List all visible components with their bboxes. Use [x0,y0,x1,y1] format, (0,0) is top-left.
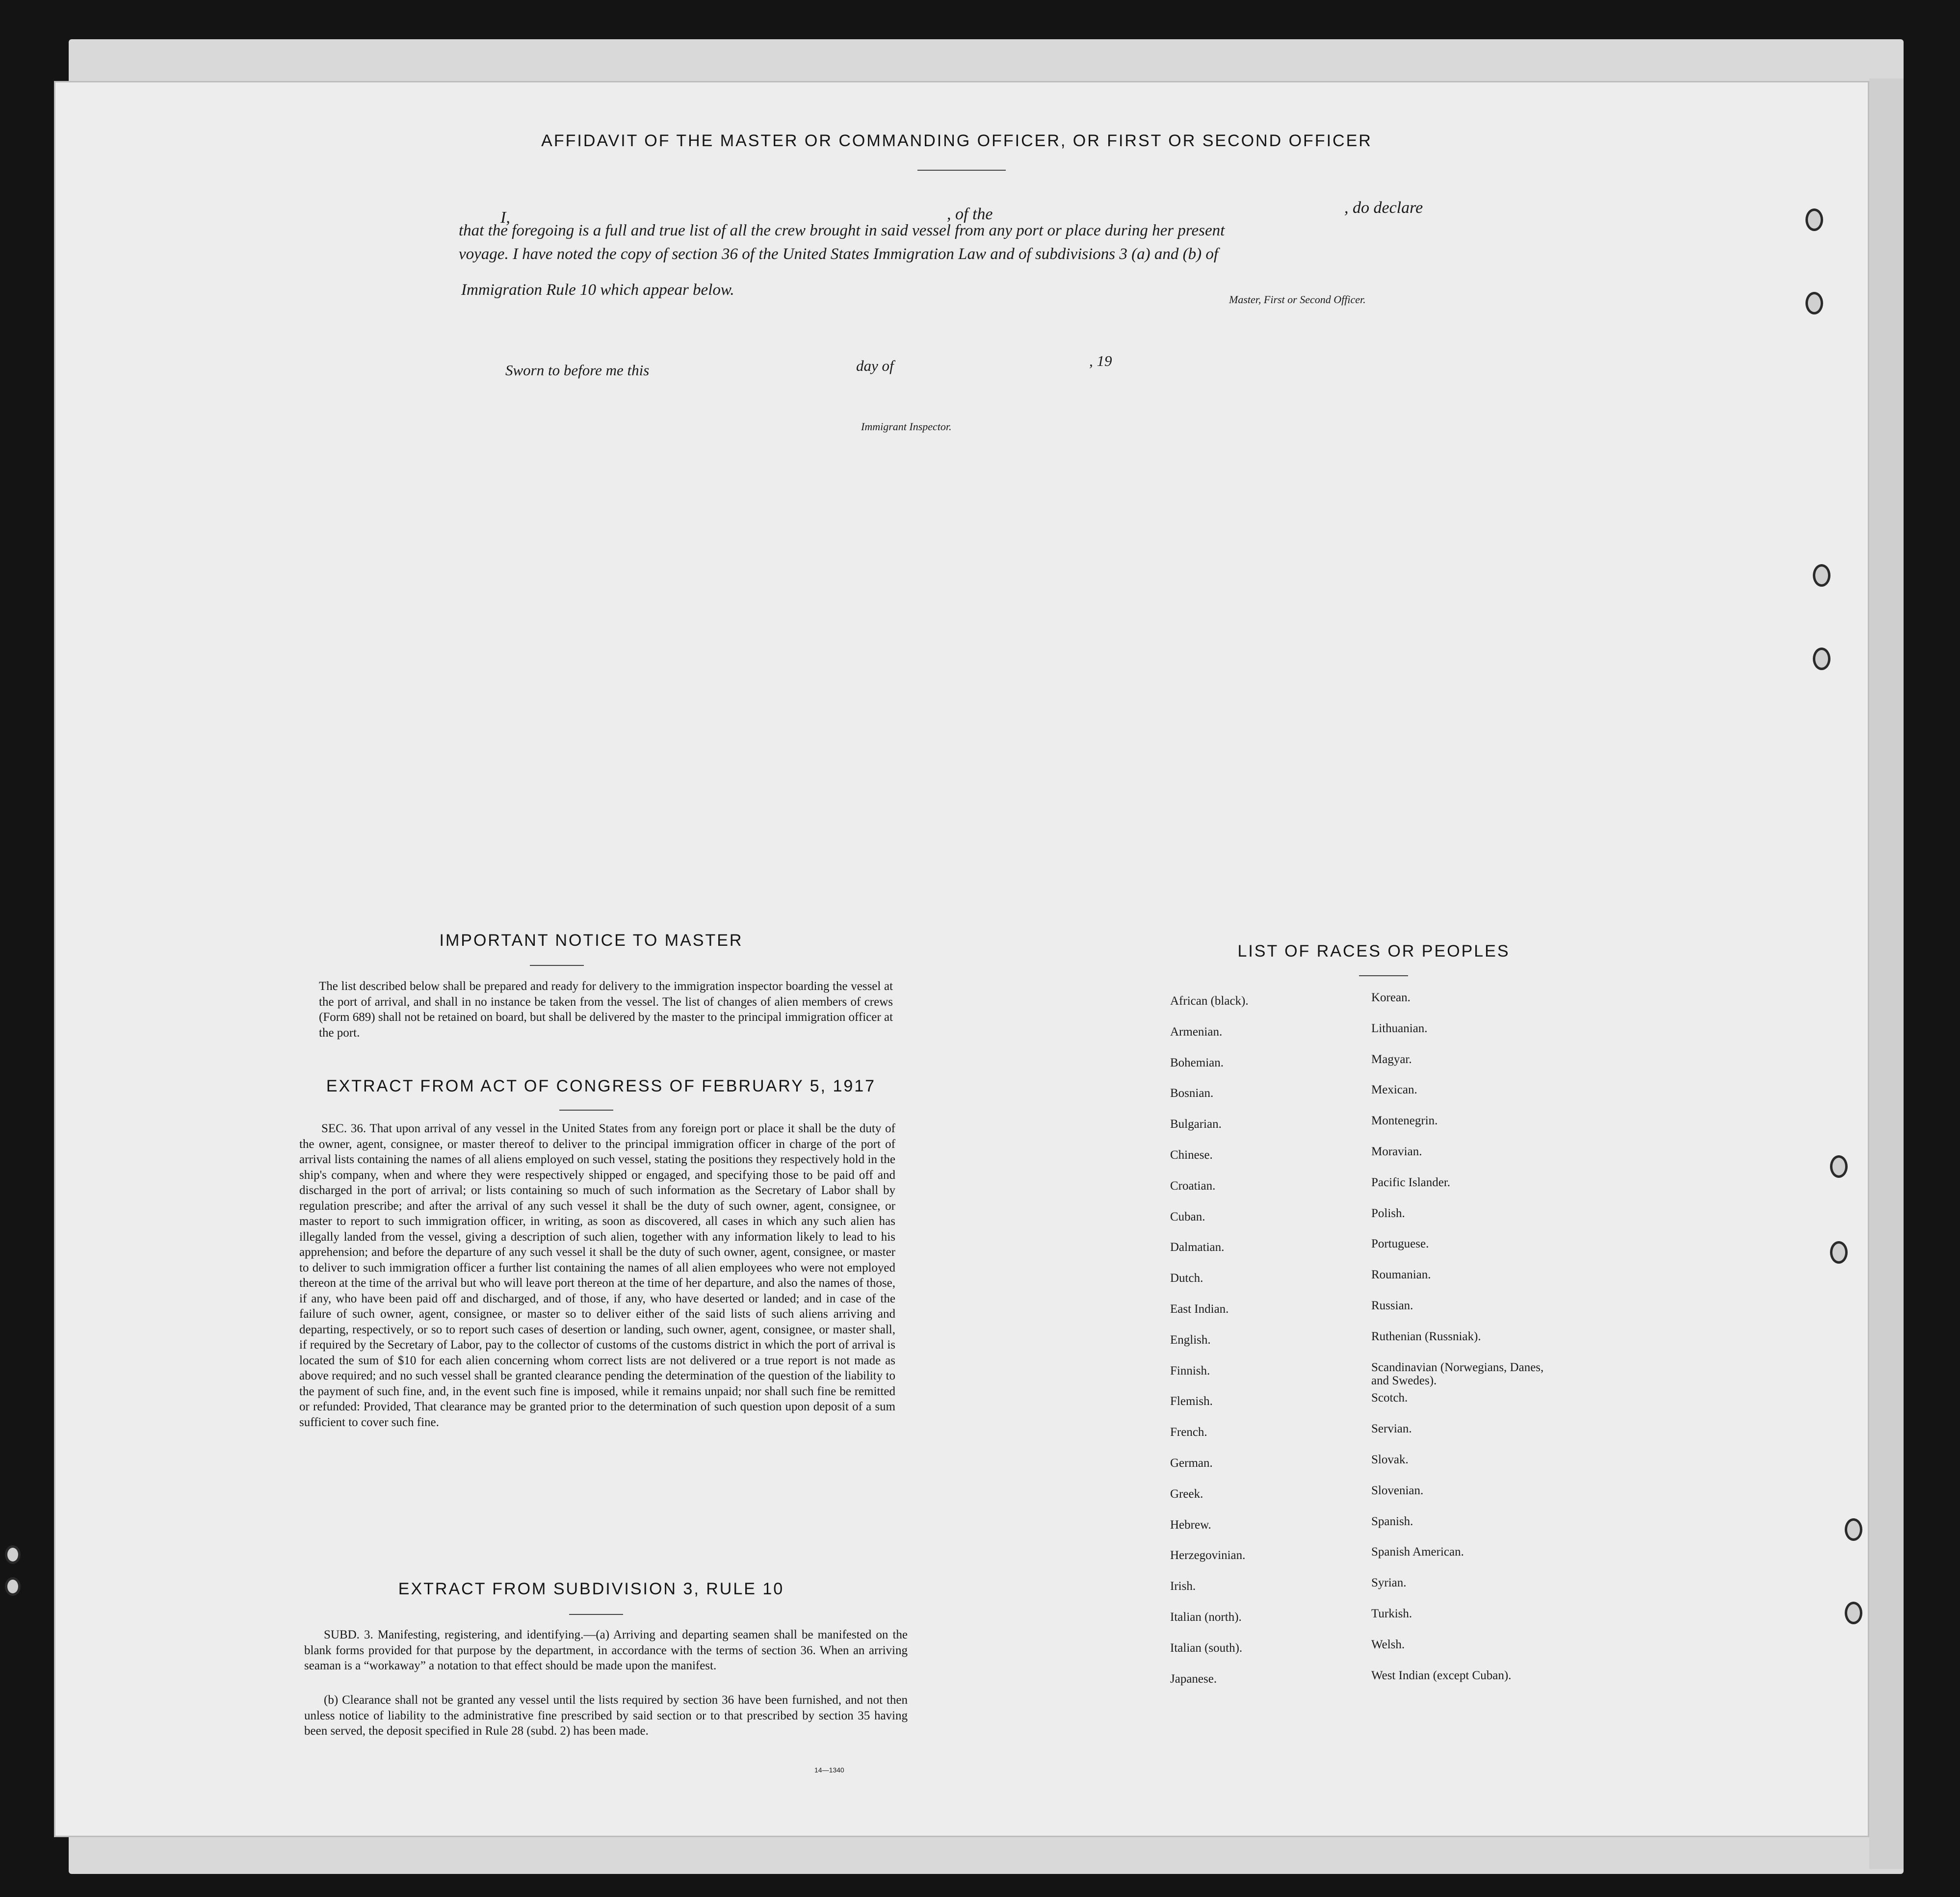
race-item: Montenegrin. [1371,1114,1438,1128]
race-item: Irish. [1170,1580,1196,1593]
race-item: Polish. [1371,1206,1405,1220]
race-item: Russian. [1371,1299,1413,1312]
punch-hole-8 [1845,1602,1862,1624]
affidavit-title-rule [917,170,1006,171]
race-item: Chinese. [1170,1148,1213,1162]
notice-title: IMPORTANT NOTICE TO MASTER [439,931,743,950]
race-item: Greek. [1170,1487,1203,1501]
race-item: Pacific Islander. [1371,1175,1451,1189]
inspector-label: Immigrant Inspector. [861,420,952,433]
race-item: Lithuanian. [1371,1021,1428,1035]
notice-text: The list described below shall be prepared and ready for delivery to the immigration inspector boarding the vessel at the port of arrival, and shall in no instance be taken from the vessel. The list of changes of alien members of crews (Form 689) shall not be retained on board, but shall be delivered by the master to the principal immigration officer at the port. [319,980,893,1039]
race-item: Slovenian. [1371,1483,1424,1497]
affidavit-i-label: I, [500,208,510,227]
affidavit-title: AFFIDAVIT OF THE MASTER OR COMMANDING OFFICER, OR FIRST OR SECOND OFFICER [541,131,1372,150]
affidavit-body-line1: that the foregoing is a full and true list of all the crew brought in said vessel from any port or place during her present [459,222,1225,239]
races-left-column [1170,994,1249,1703]
race-item: Cuban. [1170,1210,1205,1223]
act-extract-title-rule [559,1110,613,1111]
race-item: African (black). [1170,994,1249,1008]
race-item: Japanese. [1170,1672,1217,1686]
race-item: Magyar. [1371,1052,1412,1066]
punch-hole-4 [1813,648,1830,670]
race-item: Finnish. [1170,1364,1210,1377]
document-page [54,81,1869,1837]
punch-hole-5 [1830,1155,1848,1178]
affidavit-of-the-label: , of the [947,205,993,223]
race-item: French. [1170,1426,1207,1439]
affidavit-body-line3: Immigration Rule 10 which appear below. [461,281,734,299]
race-item: German. [1170,1456,1213,1470]
race-item: Croatian. [1170,1179,1216,1193]
races-title-rule [1359,975,1408,976]
year-label: , 19 [1089,352,1112,369]
race-item: West Indian (except Cuban). [1371,1668,1512,1682]
binder-hole-1 [5,1545,21,1564]
race-item: Dalmatian. [1170,1241,1225,1254]
race-item: Dutch. [1170,1272,1203,1285]
punch-hole-1 [1805,208,1823,231]
race-item: Bulgarian. [1170,1117,1222,1131]
race-item: English. [1170,1333,1211,1347]
binder-hole-2 [5,1577,21,1596]
race-item: Hebrew. [1170,1518,1211,1532]
race-item: Welsh. [1371,1637,1405,1651]
races-right-column [1371,991,1558,1699]
race-item: Armenian. [1170,1025,1223,1039]
form-number: 14—1340 [814,1766,844,1774]
master-signature-label: Master, First or Second Officer. [1229,293,1366,306]
race-item: Bosnian. [1170,1087,1214,1100]
race-item: Servian. [1371,1422,1412,1436]
race-item: Roumanian. [1371,1268,1431,1282]
race-item: Moravian. [1371,1144,1422,1158]
punch-hole-7 [1845,1518,1862,1541]
race-item: Scotch. [1371,1391,1408,1405]
affidavit-body-line2: voyage. I have noted the copy of section 36 of the United States Immigration Law and of subdivisions 3 (a) and (b) of [459,245,1219,263]
race-item: Ruthenian (Russniak). [1371,1329,1481,1343]
sworn-label: Sworn to before me this [505,362,650,379]
act-extract-text: SEC. 36. That upon arrival of any vessel in the United States from any foreign port or place it shall be the duty of the owner, agent, consignee, or master thereof to deliver to the principal immigration officer in charge of the port of arrival lists containing the names of all aliens employed on such vessel, stating the positions they respectively hold in the ship's company, when and where they were respectively shipped or engaged, and specifying those to be paid off and discharged in the port of arrival; or lists containing so much of such information as the Secretary of Labor shall by regulation prescribe; and after the arrival of any such vessel it shall be the duty of such owner, agent, consignee, or master to report to such immigration officer, in writing, as soon as discovered, all cases in which any such alien has illegally landed from the vessel, giving a description of such alien, together with any information likely to lead to his apprehension; and before the departure of any such vessel it shall be the duty of such owner, agent, consignee, or master to deliver to such immigration officer a further list containing the names of all alien employees who were not employed thereon at the time of the arrival but who will leave port thereon at the time of her departure, and also the names of those, if any, who have been paid off and discharged, and of those, if any, who have deserted or landed; and in case of the failure of such owner, agent, consignee, or master so to deliver either of the said lists of such aliens arriving and departing, respectively, or so to report such cases of desertion or landing, such owner, agent, consignee, or master shall, if required by the Secretary of Labor, pay to the collector of customs of the customs district in which the port of arrival is located the sum of $10 for each alien concerning whom correct lists are not delivered or a true report is not made as above required; and no such vessel shall be granted clearance pending the determination of the question of the liability to the payment of such fine, and, in the event such fine is imposed, while it remains unpaid; nor shall such fine be remitted or refunded: Provided, That clearance may be granted prior to the determination of such question upon deposit of a sum sufficient to cover such fine. [299,1122,895,1429]
rule-extract-title-rule [569,1614,623,1615]
race-item: Korean. [1371,991,1411,1004]
race-item: Turkish. [1371,1607,1412,1620]
punch-hole-3 [1813,564,1830,587]
race-item: Bohemian. [1170,1056,1224,1069]
race-item: Syrian. [1371,1576,1407,1590]
punch-hole-2 [1805,292,1823,314]
race-item: Portuguese. [1371,1237,1429,1251]
race-item: Italian (south). [1170,1641,1243,1655]
race-item: Spanish American. [1371,1545,1464,1559]
act-extract-title: EXTRACT FROM ACT OF CONGRESS OF FEBRUARY 5, 1917 [326,1077,876,1095]
race-item: Mexican. [1371,1083,1417,1097]
punch-hole-6 [1830,1241,1848,1264]
race-item: Slovak. [1371,1453,1409,1466]
race-item: East Indian. [1170,1302,1229,1316]
affidavit-do-declare: , do declare [1344,199,1423,217]
rule-extract-para-b: (b) Clearance shall not be granted any vessel until the lists required by section 36 have been furnished, and not then unless notice of liability to the administrative fine prescribed by said section or to that prescribed by section 35 having been served, the deposit specified in Rule 28 (subd. 2) has been made. [304,1693,908,1738]
race-item: Italian (north). [1170,1610,1242,1624]
notice-title-rule [530,965,584,966]
race-item: Scandinavian (Norwegians, Danes, and Swedes). [1371,1360,1544,1387]
day-of-label: day of [856,357,894,374]
race-item: Flemish. [1170,1395,1213,1408]
race-item: Spanish. [1371,1514,1413,1528]
rule-extract-title: EXTRACT FROM SUBDIVISION 3, RULE 10 [398,1580,784,1598]
races-title: LIST OF RACES OR PEOPLES [1237,942,1510,961]
rule-extract-para-a: SUBD. 3. Manifesting, registering, and identifying.—(a) Arriving and departing seamen shall be manifested on the blank forms provided for that purpose by the department, in accordance with the terms of section 36. When an arriving seaman is a “workaway” a notation to that effect should be made upon the manifest. [304,1628,908,1672]
race-item: Herzegovinian. [1170,1549,1246,1562]
page-edge-strip [1869,78,1904,1869]
